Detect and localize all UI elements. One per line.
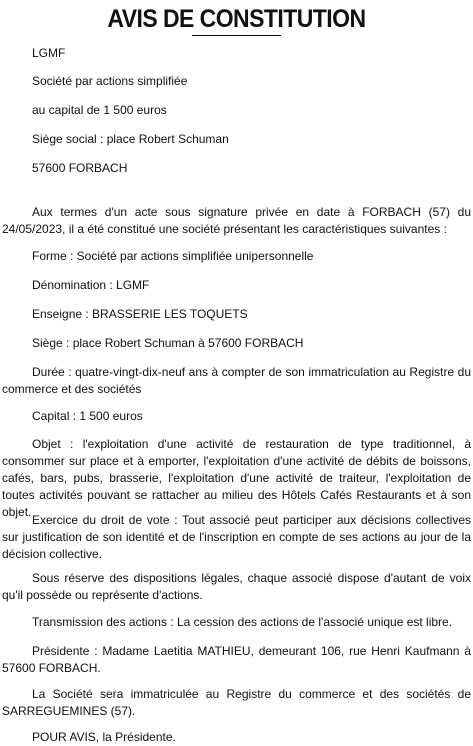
notice-title: AVIS DE CONSTITUTION	[107, 5, 366, 33]
paragraph-president: Présidente : Madame Laetitia MATHIEU, demeurant 106, rue Henri Kaufmann à 57600 FORBACH.	[2, 644, 471, 675]
paragraph-form: Forme : Société par actions simplifiée unipersonnelle	[32, 249, 314, 263]
paragraph-purpose: Objet : l'exploitation d'une activité de restauration de type traditionnel, à consommer sur place et à emporter, l'exploitation d'une activité de débits de boissons, cafés, bars, pubs, brasserie, l'exploitation d'une activité de traiteur, l'exploitation de toutes activités pouvant se rattacher au milieu des Hôtels Cafés Restaurants et à son objet.	[2, 437, 471, 519]
paragraph-registration: La Société sera immatriculée au Registre du commerce et des sociétés de SARREGUEMINES (57).	[2, 687, 471, 718]
paragraph-share-transfer: Transmission des actions : La cession des actions de l'associé unique est libre.	[32, 615, 453, 629]
company-postcode: 57600 FORBACH	[32, 161, 128, 175]
paragraph-capital: Capital : 1 500 euros	[32, 409, 143, 423]
company-seat: Siège social : place Robert Schuman	[32, 132, 229, 146]
paragraph-voting-rights: Exercice du droit de vote : Tout associé peut participer aux décisions collectives sur justification de son identité et de l'inscription en compte de ses actions au jour de la décision collective.	[2, 513, 471, 561]
paragraph-deed: Aux termes d'un acte sous signature privée en date à FORBACH (57) du 24/05/2023, il a été constitué une société présentant les caractéristiques suivantes :	[2, 205, 471, 236]
paragraph-seat: Siège : place Robert Schuman à 57600 FORBACH	[32, 336, 304, 350]
paragraph-denomination: Dénomination : LGMF	[32, 278, 150, 292]
title-underline	[192, 35, 281, 36]
paragraph-trade-name: Enseigne : BRASSERIE LES TOQUETS	[32, 307, 248, 321]
company-name: LGMF	[32, 46, 66, 60]
company-capital: au capital de 1 500 euros	[32, 103, 167, 117]
paragraph-duration: Durée : quatre-vingt-dix-neuf ans à compter de son immatriculation au Registre du commerce et des sociétés	[2, 365, 471, 396]
paragraph-votes: Sous réserve des dispositions légales, chaque associé dispose d'autant de voix qu'il possède ou représente d'actions.	[2, 571, 471, 602]
company-form: Société par actions simplifiée	[32, 74, 188, 88]
paragraph-signature: POUR AVIS, la Présidente.	[32, 730, 176, 744]
